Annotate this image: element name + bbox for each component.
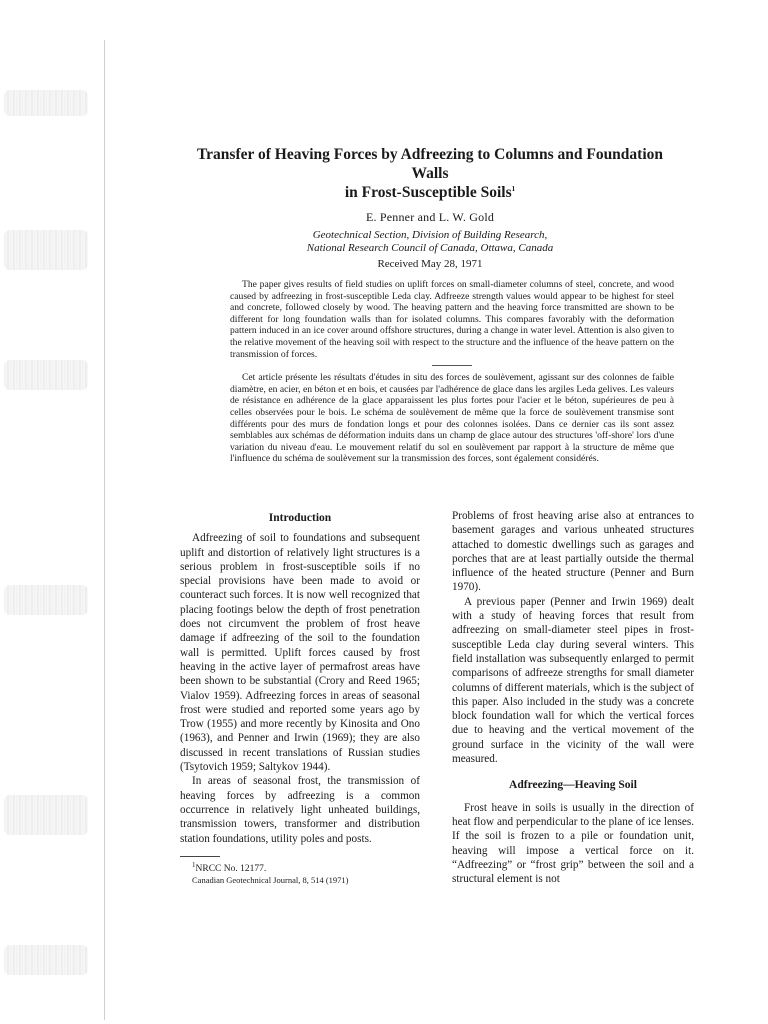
scan-smudge [4, 360, 88, 390]
footnote [180, 860, 420, 875]
footnote-text: NRCC No. 12177. [195, 863, 267, 874]
footnote-rule [180, 856, 220, 857]
scan-smudge [4, 90, 88, 116]
paper-title-line-2: in Frost-Susceptible Soils [344, 184, 512, 201]
paper-title [180, 145, 680, 202]
right-paragraph-3: Frost heave in soils is usually in the direction of heat flow and perpendicular to the plane of ice lenses. If the soil is frozen to a pile or foundation unit, heaving will impose a vertical force on it. “Adfreezing” or “frost grip” between the soil and a structural element is not [452, 801, 694, 886]
scan-smudge [4, 230, 88, 270]
scan-smudge [4, 585, 88, 615]
right-paragraph-1: Problems of frost heaving arise also at entrances to basement garages and various unheated structures attached to domestic dwellings such as garages and porches that are at least partially outside the thermal influence of the heated structure (Penner and Burn 1970). [452, 510, 694, 594]
scan-smudge [4, 795, 88, 835]
abstract-english: The paper gives results of field studies on uplift forces on small-diameter columns of steel, concrete, and wood caused by adfreezing in frost-susceptible Leda clay. Adfreeze strength values would appear to be highest for steel and concrete, followed closely by wood. The heaving pattern and the heaving force transmitted are shown to be different for long foundation walls than for isolated columns. This compares favorably with the deformation pattern induced in an ice cover around offshore structures, during a change in water level. Attention is also given to the relative movement of the heaving soil with respect to the structure and the influence of the heave pattern on the transmission of forces. [230, 279, 674, 360]
affiliation-line-2: National Research Council of Canada, Ottawa, Canada [306, 242, 554, 254]
authors: E. Penner and L. W. Gold [365, 210, 495, 224]
abstract-french: Cet article présente les résultats d'études in situ des forces de soulèvement, agissant sur des colonnes de faible diamètre, en acier, en béton et en bois, et causées par l'adhérence de glace dans les argiles Leda gelives. Les valeurs de résistance en adhérence de la glace apparaissent les plus fortes pour l'acier et le béton, supérieures de peu à celles observées pour le bois. Le schéma de soulèvement de même que la force de soulèvement transmise sont différents pour des murs de fondation longs et pour des colonnes isolées. Dans ce dernier cas ils sont assez semblables aux schémas de déformation induits dans un champ de glace autour des structures 'off-shore' lors d'une variation du niveau d'eau. Le mouvement relatif du sol en soulèvement par rapport à la structure de même que l'influence du schéma de soulèvement sur la transmission des forces, sont également considérés. [230, 372, 674, 465]
introduction-paragraph-2: In areas of seasonal frost, the transmission of heaving forces by adfreezing is a common occurrence in relatively light unheated buildings, transmission towers, transformer and distribution station foundations, utility poles and posts. [180, 775, 420, 845]
article-header [180, 145, 680, 465]
body-columns [180, 509, 694, 929]
footnote-mark: 1 [192, 860, 196, 869]
introduction-heading: Introduction [268, 512, 332, 524]
affiliation-line-1: Geotechnical Section, Division of Building Research, [312, 229, 548, 241]
title-footnote-mark: 1 [511, 184, 516, 193]
paper-title-line-1: Transfer of Heaving Forces by Adfreezing to Columns and Foundation Walls [196, 146, 664, 182]
received-date: Received May 28, 1971 [377, 258, 483, 270]
abstract-divider [432, 365, 472, 366]
left-column [180, 509, 420, 886]
scan-margin [0, 0, 108, 1024]
adfreezing-heading: Adfreezing—Heaving Soil [509, 779, 637, 792]
right-column [452, 509, 694, 886]
introduction-paragraph-1: Adfreezing of soil to foundations and subsequent uplift and distortion of relatively light structures is a serious problem in frost-susceptible soils if no special provisions have been made to avoid or counteract such forces. It is now well recognized that placing footings below the depth of frost penetration does not circumvent the problem of frost heave damage if adfreezing of the soil to the foundation wall is permitted. Uplift forces caused by frost heaving in the active layer of permafrost areas have been shown to be substantial (Crory and Reed 1965; Vialov 1959). Adfreezing forces in areas of seasonal frost were studied and reported some years ago by Trow (1955) and more recently by Kinosita and Ono (1963), and Penner and Irwin (1969); they are also discussed in recent translations of Russian studies (Tsytovich 1959; Saltykov 1944). [180, 532, 420, 774]
journal-citation: Canadian Geotechnical Journal, 8, 514 (1971) [192, 874, 349, 885]
binding-edge [104, 40, 105, 1020]
affiliation [180, 229, 680, 255]
right-paragraph-2: A previous paper (Penner and Irwin 1969) dealt with a study of heaving forces that result from adfreezing on small-diameter steel pipes in frost-susceptible Leda clay during several winters. This field installation was subsequently enlarged to permit comparisons of adfreeze strengths for small diameter columns of different materials, which is the subject of this paper. Also included in the study was a concrete block foundation wall for which the vertical forces due to heaving and the vertical movement of the ground surface in the vicinity of the wall were measured. [452, 595, 694, 766]
scan-smudge [4, 945, 88, 975]
